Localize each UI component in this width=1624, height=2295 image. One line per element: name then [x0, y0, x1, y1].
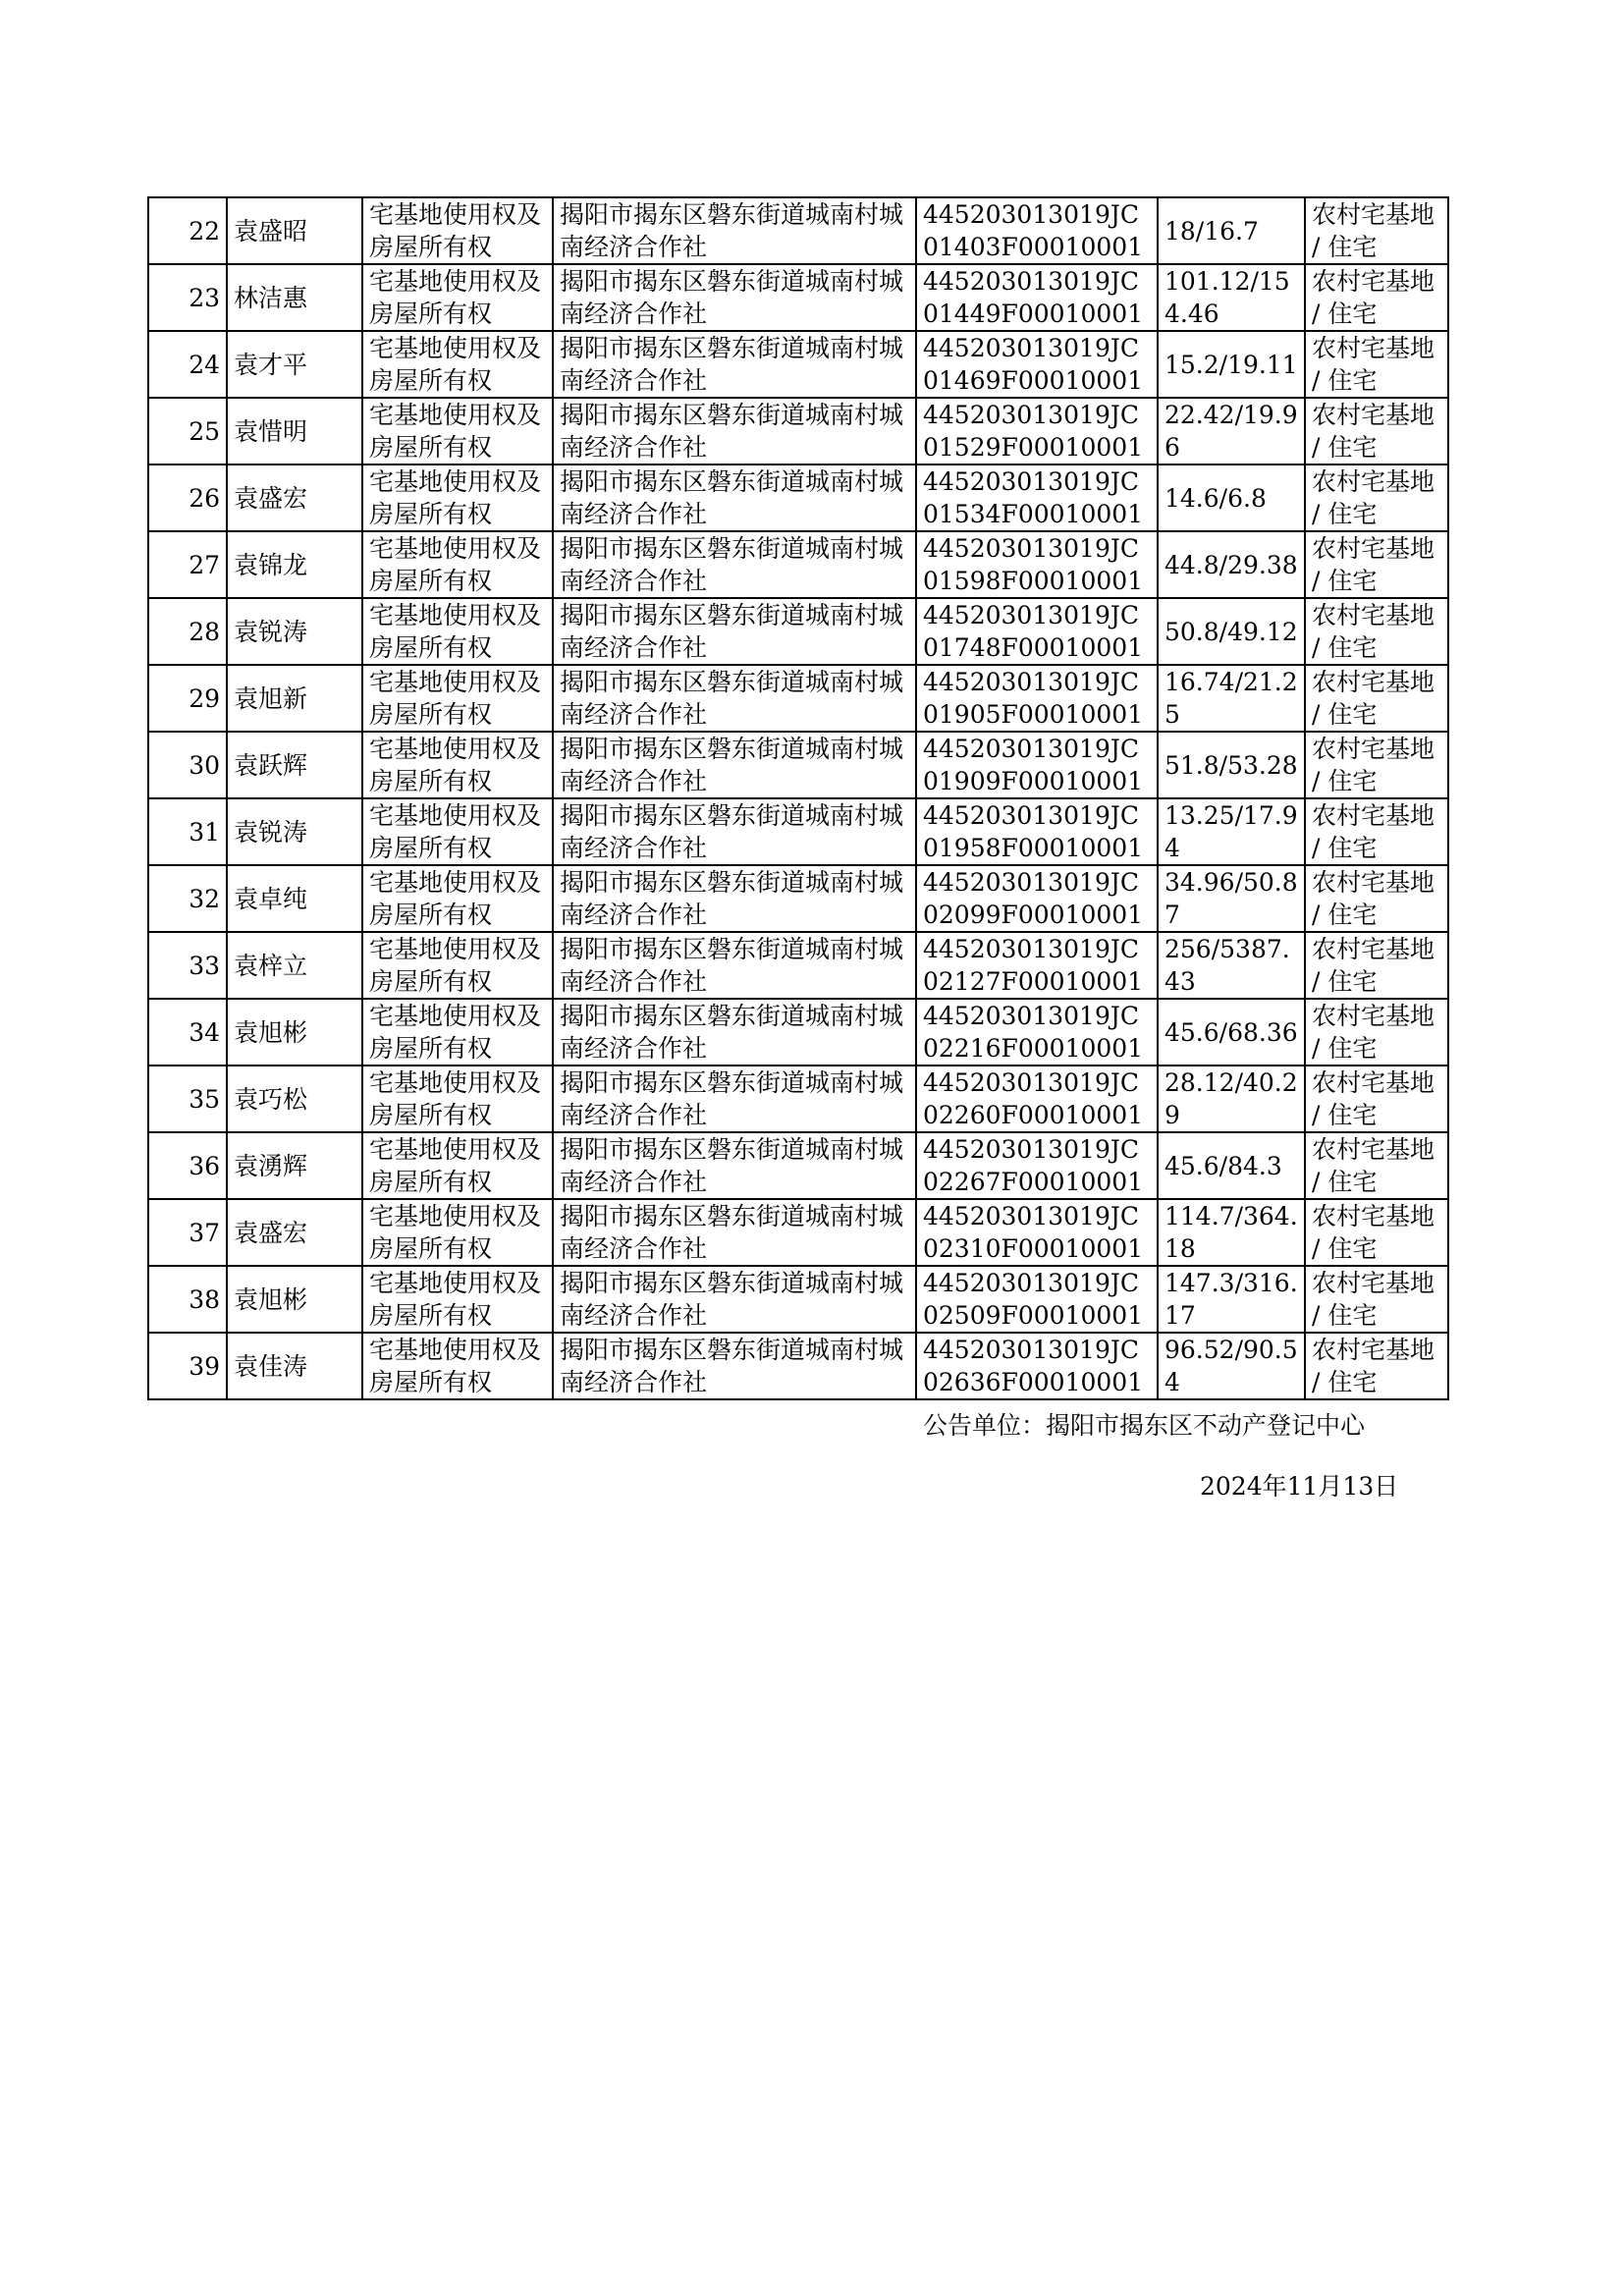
- owner-name: 袁锐涛: [227, 598, 362, 665]
- owner-name: 袁湧辉: [227, 1132, 362, 1199]
- unit-code: 445203013019JC02310F00010001: [916, 1199, 1158, 1266]
- property-location: 揭阳市揭东区磐东街道城南村城南经济合作社: [553, 932, 916, 999]
- property-location: 揭阳市揭东区磐东街道城南村城南经济合作社: [553, 732, 916, 798]
- land-use: 农村宅基地 / 住宅: [1305, 197, 1448, 264]
- table-row: [148, 598, 1448, 665]
- land-use: 农村宅基地 / 住宅: [1305, 1199, 1448, 1266]
- table-row: [148, 1132, 1448, 1199]
- right-type: 宅基地使用权及房屋所有权: [362, 1333, 553, 1399]
- area: 114.7/364.18: [1158, 1199, 1305, 1266]
- area: 34.96/50.87: [1158, 865, 1305, 932]
- right-type: 宅基地使用权及房屋所有权: [362, 932, 553, 999]
- property-location: 揭阳市揭东区磐东街道城南村城南经济合作社: [553, 598, 916, 665]
- right-type: 宅基地使用权及房屋所有权: [362, 197, 553, 264]
- area: 147.3/316.17: [1158, 1266, 1305, 1333]
- property-location: 揭阳市揭东区磐东街道城南村城南经济合作社: [553, 331, 916, 398]
- land-use: 农村宅基地 / 住宅: [1305, 932, 1448, 999]
- land-use: 农村宅基地 / 住宅: [1305, 1333, 1448, 1399]
- area: 18/16.7: [1158, 197, 1305, 264]
- table-row: [148, 665, 1448, 732]
- table-row: [148, 464, 1448, 531]
- area: 16.74/21.25: [1158, 665, 1305, 732]
- row-number: 31: [148, 798, 227, 865]
- unit-code: 445203013019JC01958F00010001: [916, 798, 1158, 865]
- owner-name: 袁旭彬: [227, 1266, 362, 1333]
- right-type: 宅基地使用权及房屋所有权: [362, 665, 553, 732]
- table-row: [148, 1266, 1448, 1333]
- area: 44.8/29.38: [1158, 531, 1305, 598]
- table-row: [148, 531, 1448, 598]
- right-type: 宅基地使用权及房屋所有权: [362, 1132, 553, 1199]
- unit-code: 445203013019JC01598F00010001: [916, 531, 1158, 598]
- area: 45.6/68.36: [1158, 999, 1305, 1066]
- right-type: 宅基地使用权及房屋所有权: [362, 264, 553, 331]
- unit-code: 445203013019JC01529F00010001: [916, 398, 1158, 464]
- row-number: 39: [148, 1333, 227, 1399]
- land-use: 农村宅基地 / 住宅: [1305, 1266, 1448, 1333]
- property-location: 揭阳市揭东区磐东街道城南村城南经济合作社: [553, 531, 916, 598]
- row-number: 33: [148, 932, 227, 999]
- owner-name: 袁盛宏: [227, 1199, 362, 1266]
- right-type: 宅基地使用权及房屋所有权: [362, 1266, 553, 1333]
- row-number: 37: [148, 1199, 227, 1266]
- right-type: 宅基地使用权及房屋所有权: [362, 331, 553, 398]
- table-row: [148, 798, 1448, 865]
- table-row: [148, 398, 1448, 464]
- owner-name: 袁跃辉: [227, 732, 362, 798]
- area: 13.25/17.94: [1158, 798, 1305, 865]
- table-row: [148, 999, 1448, 1066]
- area: 14.6/6.8: [1158, 464, 1305, 531]
- land-use: 农村宅基地 / 住宅: [1305, 531, 1448, 598]
- property-location: 揭阳市揭东区磐东街道城南村城南经济合作社: [553, 398, 916, 464]
- land-use: 农村宅基地 / 住宅: [1305, 1132, 1448, 1199]
- row-number: 38: [148, 1266, 227, 1333]
- unit-code: 445203013019JC02260F00010001: [916, 1066, 1158, 1132]
- property-location: 揭阳市揭东区磐东街道城南村城南经济合作社: [553, 665, 916, 732]
- area: 51.8/53.28: [1158, 732, 1305, 798]
- property-location: 揭阳市揭东区磐东街道城南村城南经济合作社: [553, 798, 916, 865]
- property-location: 揭阳市揭东区磐东街道城南村城南经济合作社: [553, 999, 916, 1066]
- area: 50.8/49.12: [1158, 598, 1305, 665]
- owner-name: 袁巧松: [227, 1066, 362, 1132]
- area: 101.12/154.46: [1158, 264, 1305, 331]
- owner-name: 袁梓立: [227, 932, 362, 999]
- right-type: 宅基地使用权及房屋所有权: [362, 1066, 553, 1132]
- unit-code: 445203013019JC02636F00010001: [916, 1333, 1158, 1399]
- land-use: 农村宅基地 / 住宅: [1305, 264, 1448, 331]
- land-use: 农村宅基地 / 住宅: [1305, 798, 1448, 865]
- land-use: 农村宅基地 / 住宅: [1305, 999, 1448, 1066]
- area: 15.2/19.11: [1158, 331, 1305, 398]
- owner-name: 林洁惠: [227, 264, 362, 331]
- land-use: 农村宅基地 / 住宅: [1305, 1066, 1448, 1132]
- unit-code: 445203013019JC02509F00010001: [916, 1266, 1158, 1333]
- right-type: 宅基地使用权及房屋所有权: [362, 732, 553, 798]
- land-use: 农村宅基地 / 住宅: [1305, 331, 1448, 398]
- owner-name: 袁锐涛: [227, 798, 362, 865]
- area: 256/5387.43: [1158, 932, 1305, 999]
- land-use: 农村宅基地 / 住宅: [1305, 865, 1448, 932]
- land-use: 农村宅基地 / 住宅: [1305, 732, 1448, 798]
- property-location: 揭阳市揭东区磐东街道城南村城南经济合作社: [553, 1333, 916, 1399]
- row-number: 26: [148, 464, 227, 531]
- owner-name: 袁才平: [227, 331, 362, 398]
- right-type: 宅基地使用权及房屋所有权: [362, 464, 553, 531]
- owner-name: 袁旭新: [227, 665, 362, 732]
- row-number: 32: [148, 865, 227, 932]
- owner-name: 袁卓纯: [227, 865, 362, 932]
- table-row: [148, 865, 1448, 932]
- unit-code: 445203013019JC01534F00010001: [916, 464, 1158, 531]
- table-row: [148, 1066, 1448, 1132]
- area: 45.6/84.3: [1158, 1132, 1305, 1199]
- property-location: 揭阳市揭东区磐东街道城南村城南经济合作社: [553, 1199, 916, 1266]
- table-row: [148, 1333, 1448, 1399]
- unit-code: 445203013019JC01909F00010001: [916, 732, 1158, 798]
- unit-code: 445203013019JC01748F00010001: [916, 598, 1158, 665]
- row-number: 36: [148, 1132, 227, 1199]
- area: 96.52/90.54: [1158, 1333, 1305, 1399]
- right-type: 宅基地使用权及房屋所有权: [362, 531, 553, 598]
- owner-name: 袁盛宏: [227, 464, 362, 531]
- registry-table: [147, 196, 1449, 1400]
- area: 28.12/40.29: [1158, 1066, 1305, 1132]
- row-number: 22: [148, 197, 227, 264]
- table-row: [148, 1199, 1448, 1266]
- area: 22.42/19.96: [1158, 398, 1305, 464]
- right-type: 宅基地使用权及房屋所有权: [362, 398, 553, 464]
- property-location: 揭阳市揭东区磐东街道城南村城南经济合作社: [553, 264, 916, 331]
- owner-name: 袁盛昭: [227, 197, 362, 264]
- owner-name: 袁佳涛: [227, 1333, 362, 1399]
- right-type: 宅基地使用权及房屋所有权: [362, 865, 553, 932]
- unit-code: 445203013019JC01403F00010001: [916, 197, 1158, 264]
- unit-code: 445203013019JC02099F00010001: [916, 865, 1158, 932]
- unit-code: 445203013019JC02216F00010001: [916, 999, 1158, 1066]
- unit-code: 445203013019JC01469F00010001: [916, 331, 1158, 398]
- right-type: 宅基地使用权及房屋所有权: [362, 598, 553, 665]
- land-use: 农村宅基地 / 住宅: [1305, 398, 1448, 464]
- announcing-unit: 公告单位：揭阳市揭东区不动产登记中心: [923, 1411, 1366, 1440]
- land-use: 农村宅基地 / 住宅: [1305, 665, 1448, 732]
- row-number: 35: [148, 1066, 227, 1132]
- land-use: 农村宅基地 / 住宅: [1305, 464, 1448, 531]
- property-location: 揭阳市揭东区磐东街道城南村城南经济合作社: [553, 1132, 916, 1199]
- owner-name: 袁惜明: [227, 398, 362, 464]
- row-number: 24: [148, 331, 227, 398]
- property-location: 揭阳市揭东区磐东街道城南村城南经济合作社: [553, 464, 916, 531]
- row-number: 30: [148, 732, 227, 798]
- right-type: 宅基地使用权及房屋所有权: [362, 798, 553, 865]
- unit-code: 445203013019JC02267F00010001: [916, 1132, 1158, 1199]
- row-number: 27: [148, 531, 227, 598]
- property-location: 揭阳市揭东区磐东街道城南村城南经济合作社: [553, 197, 916, 264]
- unit-code: 445203013019JC01905F00010001: [916, 665, 1158, 732]
- right-type: 宅基地使用权及房屋所有权: [362, 1199, 553, 1266]
- unit-code: 445203013019JC02127F00010001: [916, 932, 1158, 999]
- right-type: 宅基地使用权及房屋所有权: [362, 999, 553, 1066]
- table-row: [148, 331, 1448, 398]
- unit-code: 445203013019JC01449F00010001: [916, 264, 1158, 331]
- registry-table-body: [148, 197, 1448, 1399]
- table-row: [148, 932, 1448, 999]
- owner-name: 袁旭彬: [227, 999, 362, 1066]
- land-use: 农村宅基地 / 住宅: [1305, 598, 1448, 665]
- owner-name: 袁锦龙: [227, 531, 362, 598]
- property-location: 揭阳市揭东区磐东街道城南村城南经济合作社: [553, 1066, 916, 1132]
- row-number: 23: [148, 264, 227, 331]
- property-location: 揭阳市揭东区磐东街道城南村城南经济合作社: [553, 1266, 916, 1333]
- row-number: 29: [148, 665, 227, 732]
- announcement-date: 2024年11月13日: [1200, 1472, 1399, 1501]
- table-row: [148, 732, 1448, 798]
- table-row: [148, 197, 1448, 264]
- table-row: [148, 264, 1448, 331]
- row-number: 25: [148, 398, 227, 464]
- property-location: 揭阳市揭东区磐东街道城南村城南经济合作社: [553, 865, 916, 932]
- row-number: 34: [148, 999, 227, 1066]
- row-number: 28: [148, 598, 227, 665]
